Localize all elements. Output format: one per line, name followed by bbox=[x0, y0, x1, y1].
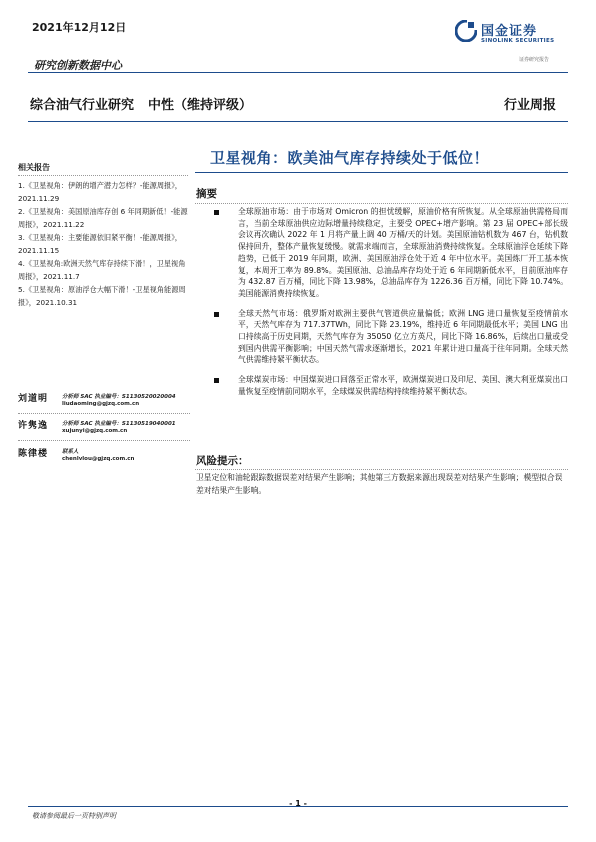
footer-disclaimer[interactable]: 敬请参阅最后一页特别声明 bbox=[32, 812, 116, 820]
related-report-item[interactable]: 3.《卫星视角：主要能源依旧紧平衡！-能源周报》，2021.11.15 bbox=[18, 233, 182, 255]
header-rule bbox=[28, 72, 568, 73]
abstract-bullets bbox=[214, 206, 568, 406]
logo-subtitle: 证券研究报告 bbox=[519, 57, 550, 63]
analyst-email[interactable]: xujunyi@gjzq.com.cn bbox=[62, 428, 128, 434]
related-report-item[interactable]: 4.《卫星视角:欧洲天然气库存持续下滑！，卫星视角周报》，2021.11.7 bbox=[18, 259, 186, 282]
report-type: 行业周报 bbox=[504, 98, 557, 113]
related-reports-rule bbox=[18, 175, 188, 176]
section-rule bbox=[28, 121, 568, 122]
logo-name: 国金证券 bbox=[481, 24, 538, 39]
related-report-item[interactable]: 1.《卫星视角：伊朗的增产潜力怎样？-能源周报》，2021.11.29 bbox=[18, 181, 182, 203]
abstract-bullet-text: 全球天然气市场：俄罗斯对欧洲主要供气管道供应量偏低；欧洲 LNG 进口量恢复至疫情前水平，天然气库存为 717.37TWh，同比下降 23.19%，维持近 6 年同期最低水平；美国 LNG 出口持续高于历史同期，天然气库存为 35050 亿立方英尺，同比下降 16.86%，后续出口量或受到国内供需平衡影响；中国天然气需求逐渐增长，2021 年累计进口量高于往年同期。全球天然气供需维持紧平衡状态。 bbox=[238, 308, 568, 365]
sinolink-logo-icon bbox=[455, 20, 477, 42]
title-rule bbox=[195, 172, 568, 173]
abstract-bullet-text: 全球原油市场：由于市场对 Omicron 的担忧缓解，原油价格有所恢复。从全球原油供需格局而言，当前全球原油供应边际增量持续稳定，主要受 OPEC+增产影响。第 23 届 OPEC+部长级会议再次确认 2022 年 1 月将产量上调 40 万桶/天的计划。美国原油钻机数为 467 台，钻机数保持回升，整体产量恢复缓慢。就需求端而言，全球原油消费持续恢复。全球原油浮仓延续下降趋势，已低于 2019 年同期，欧洲、美国原油浮仓处于近 4 年中位水平。美国炼厂开工基本恢复，本周开工率为 89.8%。美国原油、总油品库存均处于近 6 年同期新低水平，目前原油库存为 432.87 百万桶，同比下降 13.98%，总油品库存为 1226.36 百万桶，同比下降 10.74%。美国能源消费持续恢复。 bbox=[238, 207, 568, 298]
analyst-role: 分析师 SAC 执业编号：S1130520020004 bbox=[62, 394, 176, 400]
bullet-square-icon bbox=[214, 210, 219, 215]
page-number: - 1 - bbox=[289, 799, 307, 808]
department-name: 研究创新数据中心 bbox=[34, 59, 122, 72]
analyst-name: 陈律楼 bbox=[18, 449, 49, 459]
analyst-rule bbox=[18, 413, 190, 414]
abstract-bullet bbox=[214, 374, 568, 397]
abstract-rule bbox=[195, 203, 568, 204]
analyst-block bbox=[18, 446, 193, 476]
report-date: 2021年12月12日 bbox=[32, 21, 127, 34]
related-report-item[interactable]: 2.《卫星视角：美国原油库存创 6 年同期新低！-能源周报》，2021.11.22 bbox=[18, 207, 188, 229]
related-reports-list bbox=[18, 180, 190, 310]
abstract-bullet-text: 全球煤炭市场：中国煤炭进口回落至正常水平，欧洲煤炭进口及印尼、美国、澳大利亚煤炭出口量恢复至疫情前同期水平，全球煤炭供需结构持续维持紧平衡状态。 bbox=[238, 375, 568, 396]
industry-name: 综合油气行业研究 bbox=[30, 98, 135, 113]
footer-rule bbox=[28, 806, 568, 807]
report-title: 卫星视角：欧美油气库存持续处于低位！ bbox=[210, 149, 490, 167]
analyst-email[interactable]: liudaoming@gjzq.com.cn bbox=[62, 401, 140, 407]
bullet-square-icon bbox=[214, 378, 219, 383]
company-logo bbox=[455, 18, 567, 54]
industry-rating: 中性（维持评级） bbox=[148, 98, 253, 113]
analyst-role: 分析师 SAC 执业编号：S1130519040001 bbox=[62, 421, 176, 427]
related-reports-heading: 相关报告 bbox=[18, 163, 50, 172]
bullet-square-icon bbox=[214, 312, 219, 317]
analyst-name: 许隽逸 bbox=[18, 421, 49, 431]
logo-english-name: SINOLINK SECURITIES bbox=[481, 38, 555, 44]
analyst-block bbox=[18, 418, 193, 448]
analyst-block bbox=[18, 391, 193, 421]
risk-text: 卫星定位和油轮跟踪数据误差对结果产生影响；其他第三方数据来源出现误差对结果产生影响；模型拟合误差对结果产生影响。 bbox=[196, 473, 563, 495]
analyst-rule bbox=[18, 440, 190, 441]
risk-rule bbox=[195, 469, 568, 470]
analyst-name: 刘道明 bbox=[18, 394, 49, 404]
abstract-bullet bbox=[214, 308, 568, 367]
abstract-bullet bbox=[214, 206, 568, 300]
risk-heading: 风险提示： bbox=[196, 455, 249, 467]
abstract-heading: 摘要 bbox=[196, 188, 217, 200]
analyst-role: 联系人 bbox=[62, 449, 79, 455]
related-report-item[interactable]: 5.《卫星视角：原油浮仓大幅下滑！-卫星视角能源周报》，2021.10.31 bbox=[18, 285, 186, 308]
industry-line bbox=[30, 94, 252, 113]
analyst-email[interactable]: chenlvlou@gjzq.com.cn bbox=[62, 456, 135, 462]
